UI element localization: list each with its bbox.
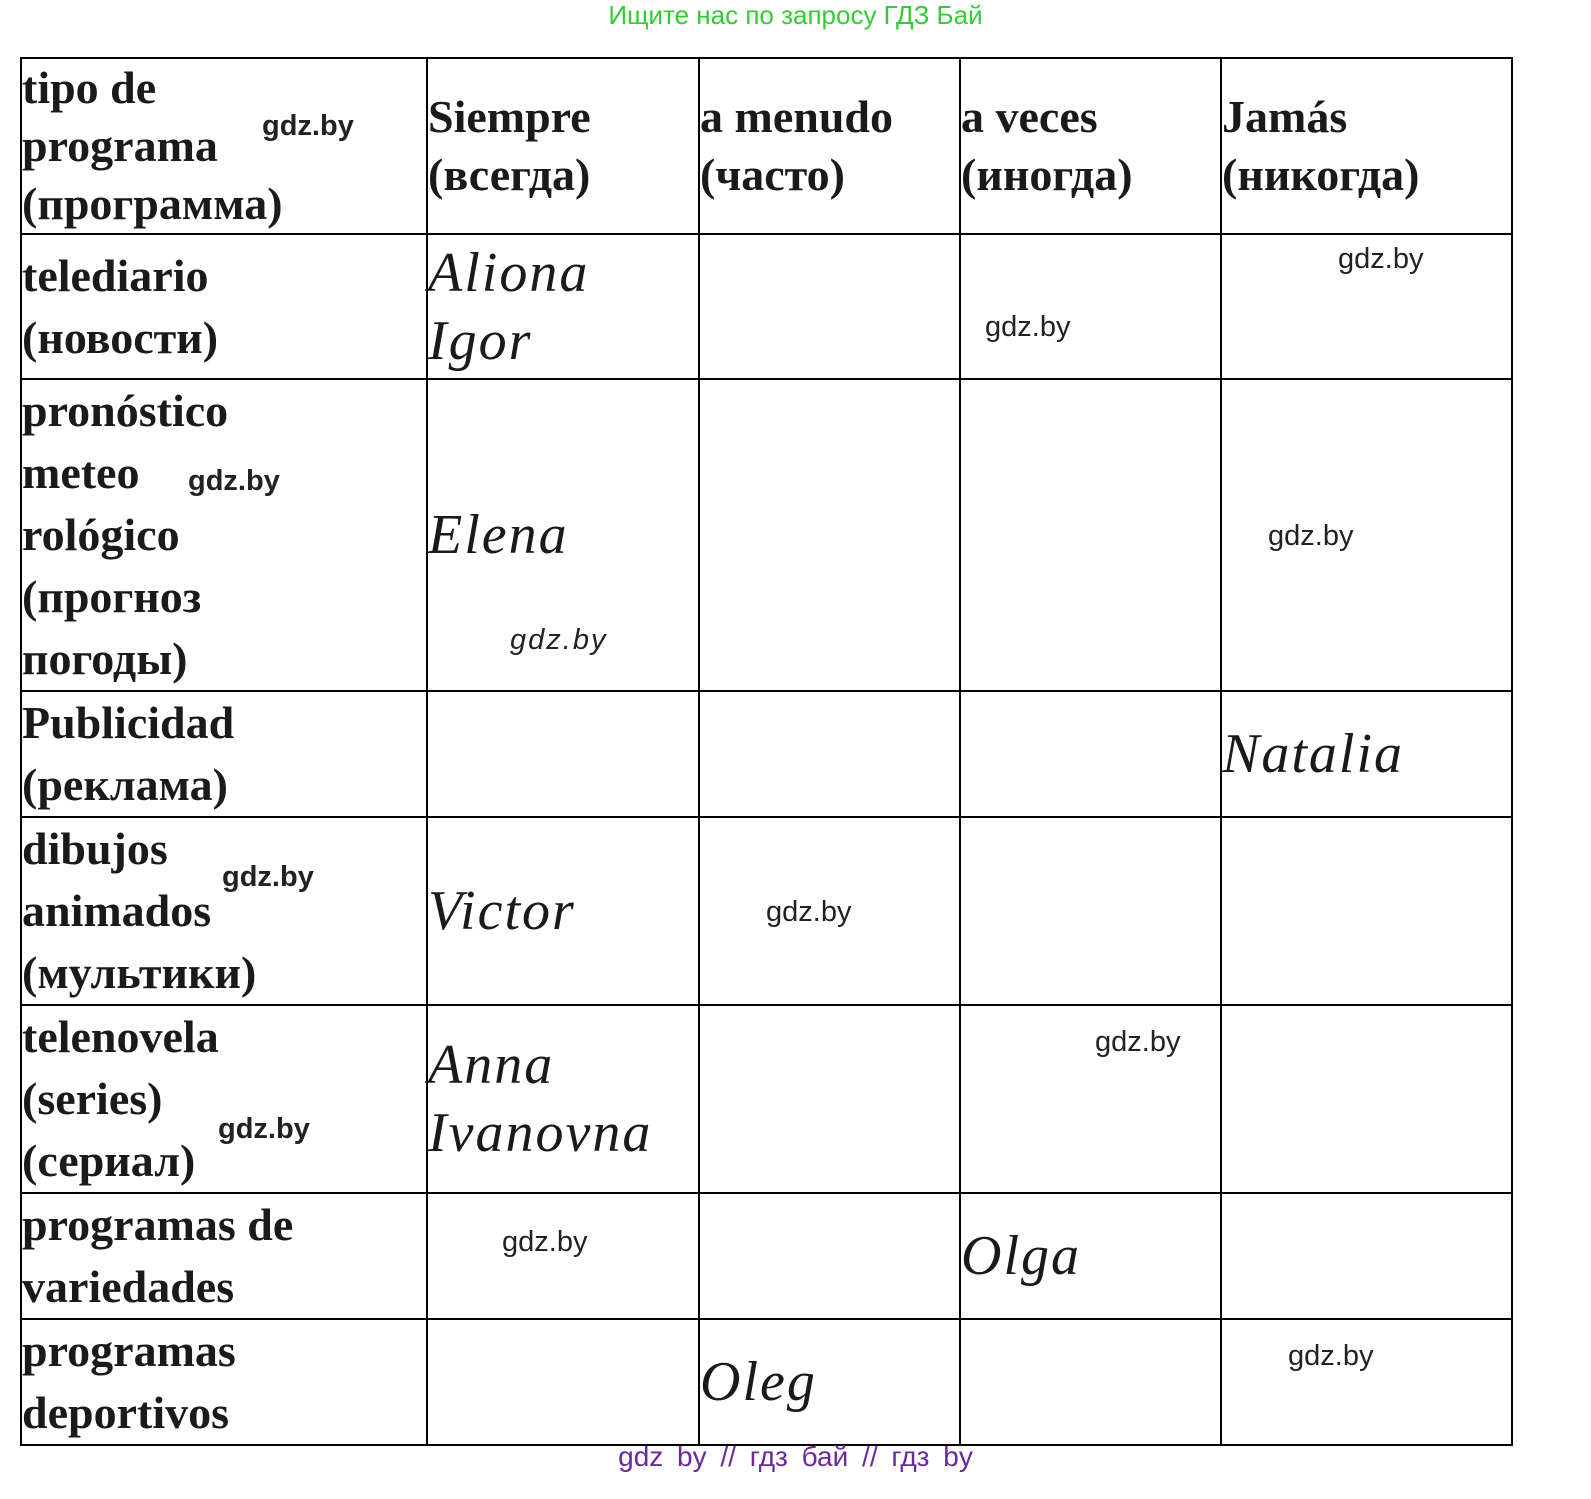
watermark: gdz.by xyxy=(218,1113,310,1145)
cell-a-veces xyxy=(960,691,1221,817)
row-label: Publicidad (реклама) xyxy=(21,691,427,817)
watermark: gdz.by xyxy=(1338,243,1424,275)
cell-jamas: Natalia xyxy=(1221,691,1512,817)
tv-programs-table xyxy=(20,57,1513,1446)
cell-jamas xyxy=(1221,1005,1512,1193)
watermark: gdz.by xyxy=(262,110,354,142)
cell-siempre: Victor xyxy=(427,817,699,1005)
table-row xyxy=(21,1319,1512,1445)
watermark: gdz.by xyxy=(1288,1340,1374,1372)
header-program-type: tipo de programa (программа) gdz.by xyxy=(21,58,427,234)
cell-a-veces xyxy=(960,379,1221,691)
cell-siempre: Aliona Igor xyxy=(427,234,699,379)
cell-jamas xyxy=(1221,1193,1512,1319)
row-label: telediario (новости) xyxy=(21,234,427,379)
cell-siempre xyxy=(427,1193,699,1319)
cell-jamas xyxy=(1221,379,1512,691)
header-jamas: Jamás (никогда) xyxy=(1221,58,1512,234)
cell-a-veces xyxy=(960,1319,1221,1445)
cell-a-menudo: Oleg xyxy=(699,1319,960,1445)
row-label: dibujos animados (мультики) gdz.by xyxy=(21,817,427,1005)
cell-siempre: Elena gdz.by xyxy=(427,379,699,691)
row-label: pronóstico meteo rológico (прогноз погоды) gdz.by xyxy=(21,379,427,691)
cell-jamas xyxy=(1221,817,1512,1005)
watermark: gdz.by xyxy=(766,896,852,928)
table-row xyxy=(21,1193,1512,1319)
row-label: programas de variedades xyxy=(21,1193,427,1319)
cell-a-veces xyxy=(960,817,1221,1005)
footer-watermark: gdz by // гдз бай // гдз by xyxy=(618,1441,973,1472)
cell-a-veces: Olga xyxy=(960,1193,1221,1319)
watermark: gdz.by xyxy=(510,624,608,656)
cell-siempre: Anna Ivanovna xyxy=(427,1005,699,1193)
watermark: gdz.by xyxy=(1095,1026,1181,1058)
header-siempre: Siempre (всегда) xyxy=(427,58,699,234)
watermark: gdz.by xyxy=(985,311,1071,343)
cell-siempre xyxy=(427,691,699,817)
watermark: gdz.by xyxy=(188,465,280,497)
cell-a-menudo xyxy=(699,1005,960,1193)
table-row xyxy=(21,234,1512,379)
top-banner: Ищите нас по запросу ГДЗ Бай xyxy=(608,0,983,30)
table-row xyxy=(21,817,1512,1005)
header-row xyxy=(21,58,1512,234)
cell-a-menudo xyxy=(699,691,960,817)
row-label: telenovela (series) (сериал) gdz.by xyxy=(21,1005,427,1193)
cell-a-veces xyxy=(960,234,1221,379)
cell-jamas xyxy=(1221,1319,1512,1445)
watermark: gdz.by xyxy=(222,861,314,893)
table-row xyxy=(21,1005,1512,1193)
header-a-menudo: a menudo (часто) xyxy=(699,58,960,234)
cell-a-menudo xyxy=(699,1193,960,1319)
cell-a-veces xyxy=(960,1005,1221,1193)
table-row xyxy=(21,691,1512,817)
cell-siempre xyxy=(427,1319,699,1445)
cell-a-menudo xyxy=(699,234,960,379)
cell-a-menudo xyxy=(699,817,960,1005)
watermark: gdz.by xyxy=(502,1226,588,1258)
cell-jamas xyxy=(1221,234,1512,379)
row-label: programas deportivos xyxy=(21,1319,427,1445)
cell-a-menudo xyxy=(699,379,960,691)
table-row xyxy=(21,379,1512,691)
watermark: gdz.by xyxy=(1268,520,1354,552)
header-a-veces: a veces (иногда) xyxy=(960,58,1221,234)
